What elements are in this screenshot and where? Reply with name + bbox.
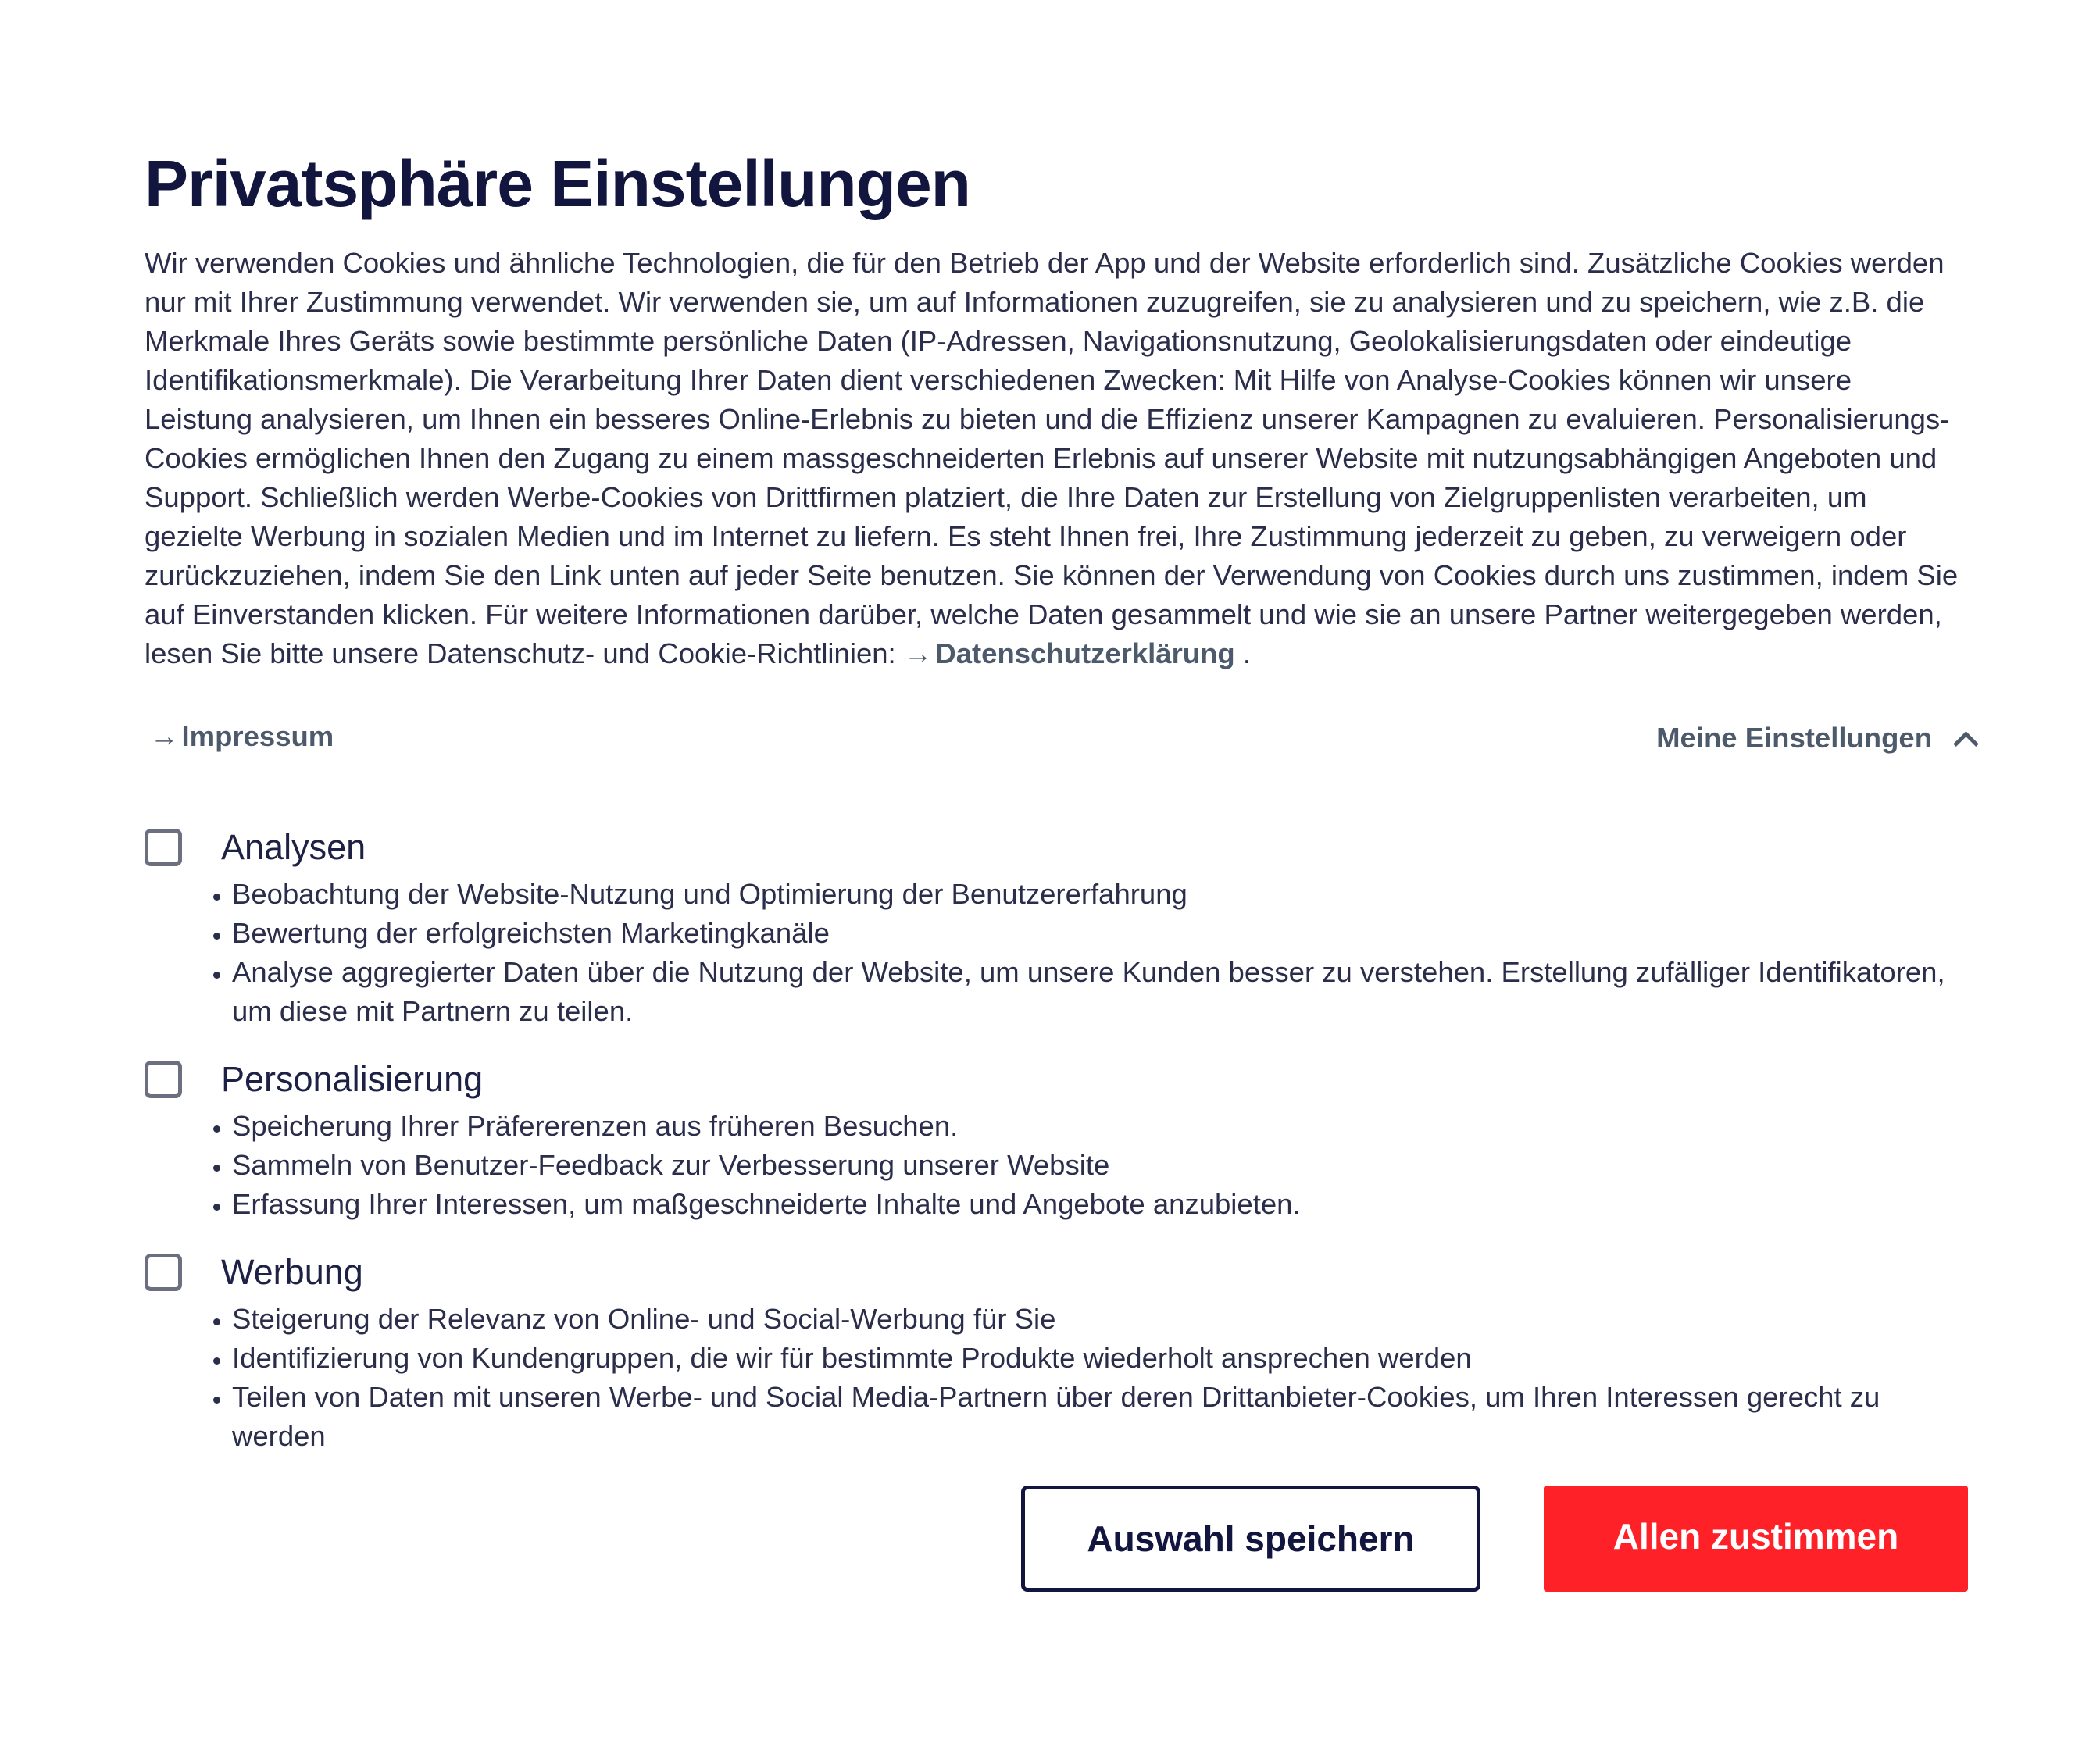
my-settings-label: Meine Einstellungen — [1656, 722, 1932, 754]
list-item: • Bewertung der erfolgreichsten Marketingkanäle — [232, 914, 1965, 953]
category-personalisierung — [145, 1052, 1965, 1224]
category-items — [145, 1107, 1965, 1224]
list-item: • Identifizierung von Kundengruppen, die wir für bestimmte Produkte wiederholt ansprechen werden — [232, 1339, 1965, 1378]
accept-all-button[interactable]: Allen zustimmen — [1544, 1486, 1968, 1592]
privacy-policy-link-label: Datenschutzerklärung — [935, 637, 1235, 669]
impressum-link-label: Impressum — [181, 720, 334, 752]
werbung-checkbox[interactable] — [145, 1254, 182, 1291]
personalisierung-checkbox[interactable] — [145, 1061, 182, 1098]
category-label: Werbung — [221, 1252, 363, 1292]
category-items — [145, 1300, 1965, 1456]
list-item: • Erfassung Ihrer Interessen, um maßgeschneiderte Inhalte und Angebote anzubieten. — [232, 1185, 1965, 1224]
arrow-right-icon: → — [903, 637, 933, 669]
category-items — [145, 875, 1965, 1031]
list-item: • Teilen von Daten mit unseren Werbe- und Social Media-Partnern über deren Drittanbieter-Cookies, um Ihren Interessen gerecht zu werden — [232, 1378, 1965, 1456]
chevron-up-icon — [1953, 731, 1979, 757]
category-header — [145, 820, 1965, 875]
page-title: Privatsphäre Einstellungen — [145, 147, 970, 220]
analysen-checkbox[interactable] — [145, 829, 182, 866]
list-item: • Beobachtung der Website-Nutzung und Optimierung der Benutzererfahrung — [232, 875, 1965, 914]
category-analysen — [145, 820, 1965, 1031]
list-item: • Speicherung Ihrer Präfererenzen aus früheren Besuchen. — [232, 1107, 1965, 1146]
save-selection-button[interactable]: Auswahl speichern — [1021, 1486, 1480, 1592]
intro-suffix: . — [1234, 637, 1251, 669]
list-item: • Analyse aggregierter Daten über die Nutzung der Website, um unsere Kunden besser zu verstehen. Erstellung zufälliger Identifikatoren, um diese mit Partnern zu teilen. — [232, 953, 1965, 1031]
category-werbung — [145, 1245, 1965, 1456]
category-header — [145, 1052, 1965, 1107]
list-item: • Sammeln von Benutzer-Feedback zur Verbesserung unserer Website — [232, 1146, 1965, 1185]
my-settings-toggle[interactable] — [1656, 719, 1975, 758]
category-header — [145, 1245, 1965, 1300]
impressum-link[interactable] — [150, 717, 334, 756]
category-label: Analysen — [221, 827, 366, 867]
intro-body: Wir verwenden Cookies und ähnliche Technologien, die für den Betrieb der App und der Website erforderlich sind. Zusätzliche Cookies werden nur mit Ihrer Zustimmung verwendet. Wir verwenden sie, um auf Informationen zuzugreifen, sie zu analysieren und zu speichern, wie z.B. die Merkmale Ihres Geräts sowie bestimmte persönliche Daten (IP-Adressen, Navigationsnutzung, Geolokalisierungsdaten oder eindeutige Identifikationsmerkmale). Die Verarbeitung Ihrer Daten dient verschiedenen Zwecken: Mit Hilfe von Analyse-Cookies können wir unsere Leistung analysieren, um Ihnen ein besseres Online-Erlebnis zu bieten und die Effizienz unserer Kampagnen zu evaluieren. Personalisierungs-Cookies ermöglichen Ihnen den Zugang zu einem massgeschneiderten Erlebnis auf unserer Website mit nutzungsabhängigen Angeboten und Support. Schließlich werden Werbe-Cookies von Drittfirmen platziert, die Ihre Daten zur Erstellung von Zielgruppenlisten verarbeiten, um gezielte Werbung in sozialen Medien und im Internet zu liefern. Es steht Ihnen frei, Ihre Zustimmung jederzeit zu geben, zu verweigern oder zurückzuziehen, indem Sie den Link unten auf jeder Seite benutzen. Sie können der Verwendung von Cookies durch uns zustimmen, indem Sie auf Einverstanden klicken. Für weitere Informationen darüber, welche Daten gesammelt und wie sie an unsere Partner weitergegeben werden, lesen Sie bitte unsere Datenschutz- und Cookie-Richtlinien: — [145, 247, 1959, 669]
intro-text — [145, 244, 1965, 673]
privacy-policy-link[interactable] — [904, 637, 1235, 669]
arrow-right-icon: → — [150, 720, 179, 752]
list-item: • Steigerung der Relevanz von Online- und Social-Werbung für Sie — [232, 1300, 1965, 1339]
category-label: Personalisierung — [221, 1059, 484, 1099]
